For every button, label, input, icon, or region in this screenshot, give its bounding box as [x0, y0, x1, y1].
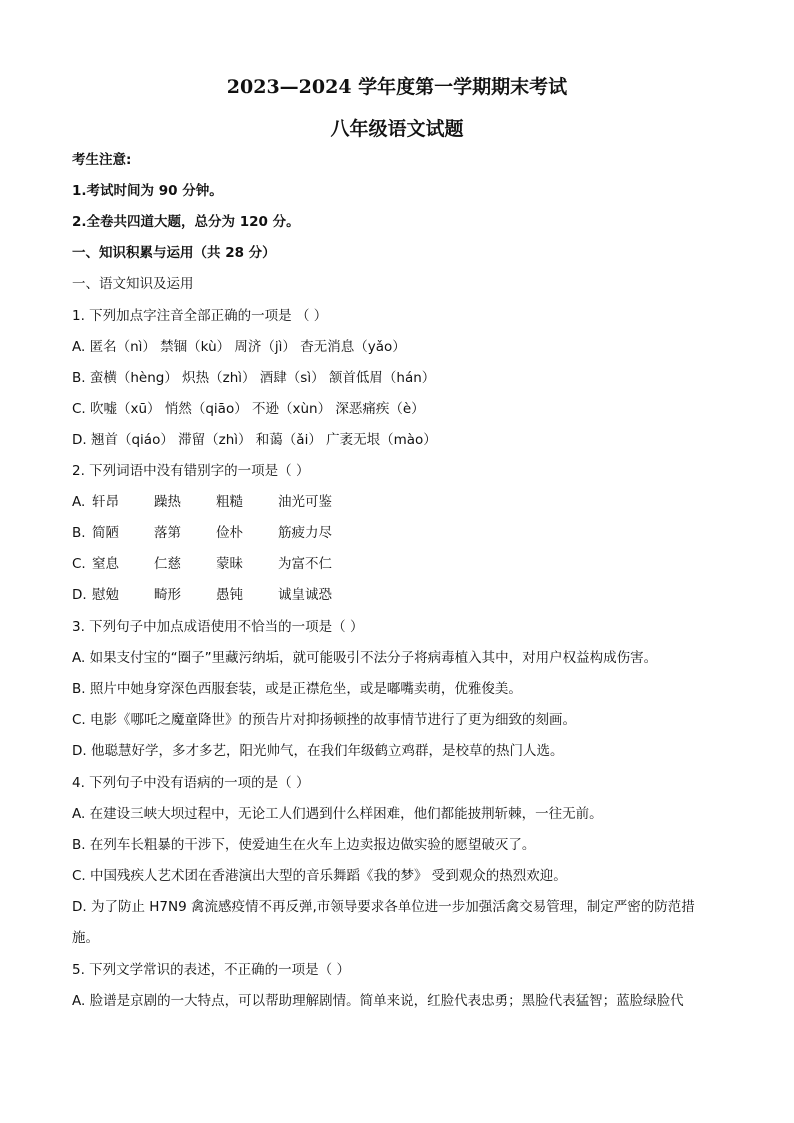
word: 愚钝: [216, 587, 243, 603]
question-3-option-b: B. 照片中她身穿深色西服套装，或是正襟危坐，或是嘟嘴卖萌，优雅俊美。: [72, 681, 522, 697]
word: 窒息: [92, 556, 119, 572]
exam-title: 2023—2024 学年度第一学期期末考试: [226, 76, 568, 98]
question-4-stem: 4. 下列句子中没有语病的一项的是（ ）: [72, 775, 310, 791]
word: 诚皇诚恐: [278, 587, 332, 603]
question-1-option-c: C. 吹嘘（xū） 悄然（qiāo） 不逊（xùn） 深恶痛疾（è）: [72, 401, 425, 417]
question-3-option-c: C. 电影《哪吒之魔童降世》的预告片对抑扬顿挫的故事情节进行了更为细致的刻画。: [72, 712, 577, 728]
question-4-option-d: D. 为了防止 H7N9 禽流感疫情不再反弹,市领导要求各单位进一步加强活禽交易管理，制定严密的防范措: [72, 899, 695, 915]
section-heading: 一、知识积累与运用（共 28 分）: [72, 245, 276, 261]
question-1-option-b: B. 蛮横（hèng） 炽热（zhì） 酒肆（sì） 颔首低眉（hán）: [72, 370, 436, 386]
word: 慰勉: [92, 587, 119, 603]
option-label: C.: [72, 556, 86, 572]
question-1-stem: 1. 下列加点字注音全部正确的一项是 （ ）: [72, 308, 328, 324]
question-2-option-a: [72, 492, 332, 512]
question-2-option-b: [72, 523, 332, 543]
word: 油光可鉴: [278, 494, 332, 510]
notice-heading: 考生注意:: [72, 152, 132, 168]
word: 简陋: [92, 525, 119, 541]
word: 落第: [154, 525, 181, 541]
word: 轩昂: [92, 494, 119, 510]
word: 蒙昧: [216, 556, 243, 572]
option-label: D.: [72, 587, 87, 603]
notice-item-2: 2.全卷共四道大题，总分为 120 分。: [72, 214, 300, 230]
word: 仁慈: [154, 556, 181, 572]
question-4-option-d-continued: 施。: [72, 930, 99, 946]
question-4-option-c: C. 中国残疾人艺术团在香港演出大型的音乐舞蹈《我的梦》 受到观众的热烈欢迎。: [72, 868, 567, 884]
question-1-option-a: A. 匿名（nì） 禁锢（kù） 周济（jì） 杳无消息（yǎo）: [72, 339, 406, 355]
question-3-option-a: A. 如果支付宝的“圈子”里藏污纳垢，就可能吸引不法分子将病毒植入其中，对用户权益构成伤害。: [72, 650, 658, 666]
subsection-heading: 一、语文知识及运用: [72, 276, 194, 292]
question-4-option-a: A. 在建设三峡大坝过程中，无论工人们遇到什么样困难，他们都能披荆斩棘，一往无前。: [72, 806, 603, 822]
word: 筋疲力尽: [278, 525, 332, 541]
question-3-stem: 3. 下列句子中加点成语使用不恰当的一项是（ ）: [72, 619, 364, 635]
question-5-stem: 5. 下列文学常识的表述，不正确的一项是（ ）: [72, 962, 350, 978]
word: 俭朴: [216, 525, 243, 541]
question-2-option-d: [72, 585, 332, 605]
question-4-option-b: B. 在列车长粗暴的干涉下，使爱迪生在火车上边卖报边做实验的愿望破灭了。: [72, 837, 536, 853]
notice-item-1: 1.考试时间为 90 分钟。: [72, 183, 223, 199]
word: 粗糙: [216, 494, 243, 510]
question-2-option-c: [72, 554, 332, 574]
word: 畸形: [154, 587, 181, 603]
word: 为富不仁: [278, 556, 332, 572]
option-label: A.: [72, 494, 86, 510]
question-1-option-d: D. 翘首（qiáo） 滞留（zhì） 和蔼（ǎi） 广袤无垠（mào）: [72, 432, 437, 448]
question-5-option-a: A. 脸谱是京剧的一大特点，可以帮助理解剧情。简单来说，红脸代表忠勇；黑脸代表猛智；蓝脸绿脸代: [72, 993, 684, 1009]
question-2-stem: 2. 下列词语中没有错别字的一项是（ ）: [72, 463, 310, 479]
word: 躁热: [154, 494, 181, 510]
option-label: B.: [72, 525, 86, 541]
exam-subtitle: 八年级语文试题: [330, 118, 464, 140]
question-3-option-d: D. 他聪慧好学，多才多艺，阳光帅气，在我们年级鹤立鸡群，是校草的热门人选。: [72, 743, 564, 759]
